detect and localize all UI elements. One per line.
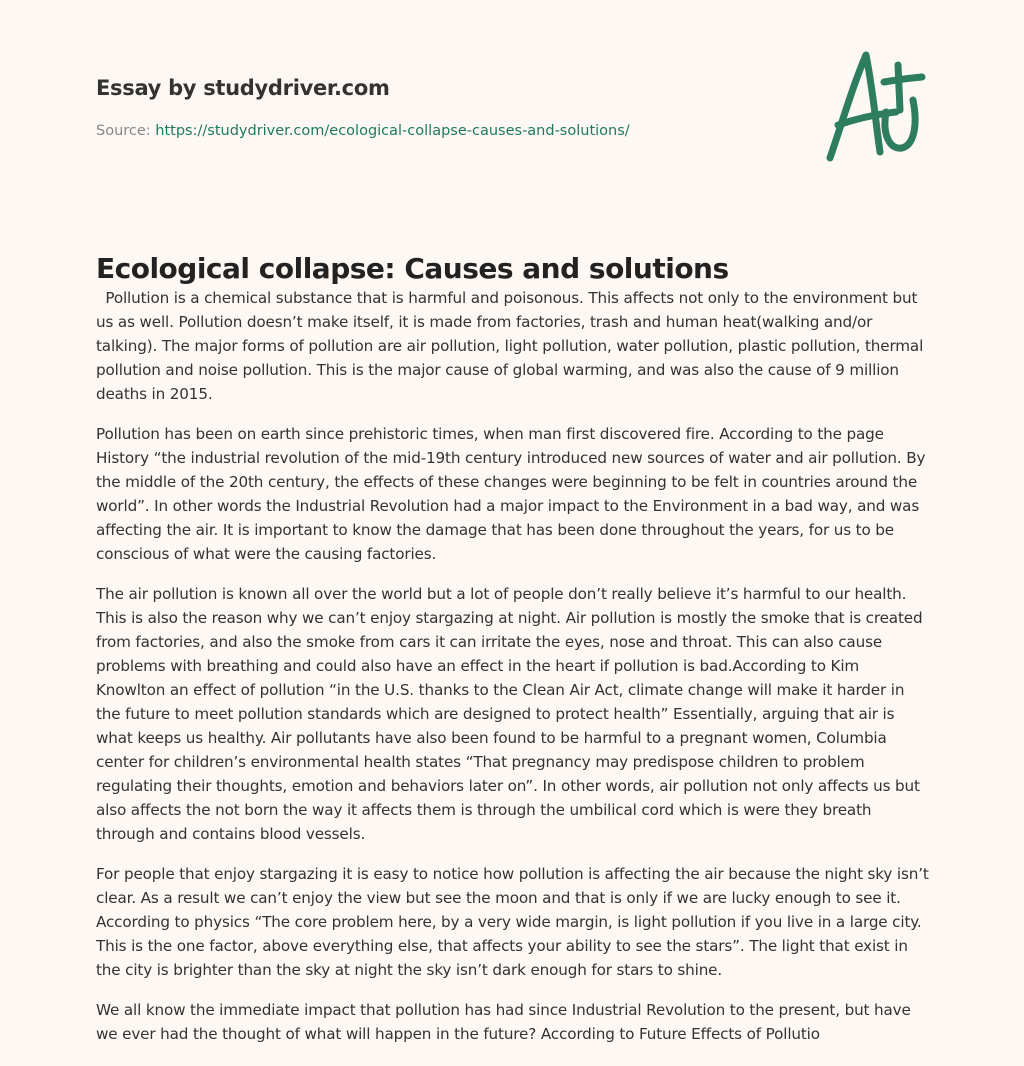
- paragraph: The air pollution is known all over the world but a lot of people don’t really believe it’s harmful to our health. This is also the reason why we can’t enjoy stargazing at night. Air pollution is mostly the smoke that is created from factories, and also the smoke from cars it can irritate the eyes, nose and throat. This can also cause problems with breathing and could also have an effect in the heart if pollution is bad.According to Kim Knowlton an effect of pollution “in the U.S. thanks to the Clean Air Act, climate change will make it harder in the future to meet pollution standards which are designed to protect health” Essentially, arguing that air is what keeps us healthy. Air pollutants have also been found to be harmful to a pregnant women, Columbia center for children’s environmental health states “That pregnancy may predispose children to problem regulating their thoughts, emotion and behaviors later on”. In other words, air pollution not only affects us but also affects the not born the way it affects them is through the umbilical cord which is were they breath through and contains blood vessels.: [96, 585, 923, 843]
- paragraph: Pollution is a chemical substance that is harmful and poisonous. This affects not only to the environment but us as well. Pollution doesn’t make itself, it is made from factories, trash and human heat(walking and/or talking). The major forms of pollution are air pollution, light pollution, water pollution, plastic pollution, thermal pollution and noise pollution. This is the major cause of global warming, and was also the cause of 9 million deaths in 2015.: [96, 289, 928, 403]
- page-header: [0, 0, 1024, 230]
- source-label: Source:: [96, 123, 156, 139]
- a-plus-logo-icon: [818, 40, 928, 165]
- paragraph: For people that enjoy stargazing it is easy to notice how pollution is affecting the air because the night sky isn’t clear. As a result we can’t enjoy the view but see the moon and that is only if we are lucky enough to see it. According to physics “The core problem here, by a very wide margin, is light pollution if you live in a large city. This is the one factor, above everything else, that affects your ability to see the stars”. The light that exist in the city is brighter than the sky at night the sky isn’t dark enough for stars to shine.: [96, 865, 929, 979]
- article-title: Ecological collapse: Causes and solutions: [96, 252, 729, 285]
- paragraph: We all know the immediate impact that pollution has had since Industrial Revolution to the present, but have we ever had the thought of what will happen in the future? According to Future Effects of Pollutio: [96, 1001, 911, 1043]
- article-body: [96, 286, 932, 1062]
- paragraph: Pollution has been on earth since prehistoric times, when man first discovered fire. According to the page History “the industrial revolution of the mid-19th century introduced new sources of water and air pollution. By the middle of the 20th century, the effects of these changes were beginning to be felt in countries around the world”. In other words the Industrial Revolution had a major impact to the Environment in a bad way, and was affecting the air. It is important to know the damage that has been done throughout the years, for us to be conscious of what were the causing factories.: [96, 425, 926, 563]
- source-line: [96, 123, 630, 139]
- site-title: Essay by studydriver.com: [96, 76, 390, 100]
- source-link[interactable]: https://studydriver.com/ecological-collapse-causes-and-solutions/: [155, 123, 630, 139]
